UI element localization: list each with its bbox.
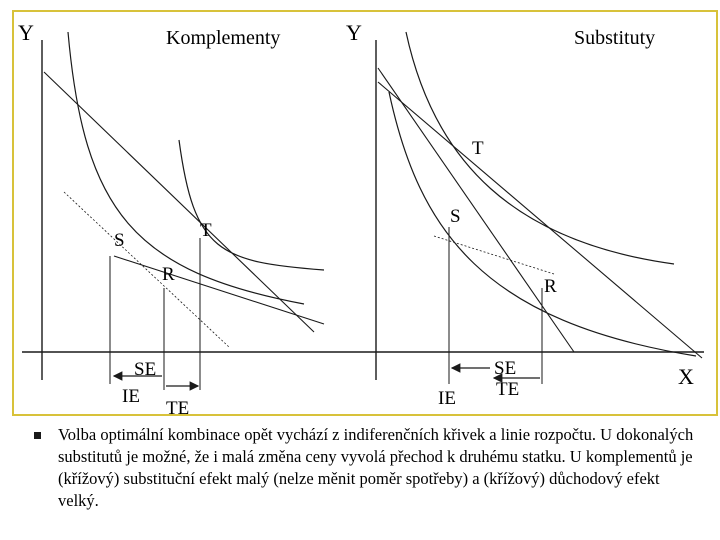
left-y-axis-label: Y — [18, 20, 34, 45]
right-label-s: S — [450, 206, 461, 227]
right-label-ie: IE — [438, 388, 456, 409]
left-label-ie: IE — [122, 386, 140, 407]
right-x-axis-label: X — [678, 364, 694, 389]
right-indifference-curve-1 — [406, 32, 674, 264]
right-label-se: SE — [494, 358, 517, 379]
left-budget-line-new — [114, 256, 324, 324]
right-label-t: T — [472, 138, 484, 159]
left-indifference-curve-2 — [179, 140, 324, 270]
left-panel-title: Komplementy — [166, 27, 281, 49]
right-budget-line-compensated — [434, 236, 554, 274]
left-label-s: S — [114, 230, 125, 251]
right-label-te: TE — [496, 379, 520, 400]
left-budget-line-original — [44, 72, 314, 332]
bullet-icon — [34, 432, 41, 439]
caption — [34, 424, 704, 512]
caption-text: Volba optimální kombinace opět vychází z indiferenčních křivek a linie rozpočtu. U dokonalých substitutů je možné, že i malá změna ceny vyvolá přechod k druhému statku. U komplementů je (křížový) substituční efekt malý (nelze měnit poměr spotřeby) a (křížový) důchodový efekt velký. — [58, 425, 694, 510]
right-label-r: R — [544, 276, 557, 297]
diagram-figure — [12, 10, 718, 416]
right-panel-title: Substituty — [574, 27, 656, 49]
left-label-r: R — [162, 264, 175, 285]
left-budget-line-compensated — [64, 192, 229, 347]
right-y-axis-label: Y — [346, 20, 362, 45]
right-budget-line-original — [378, 68, 574, 352]
left-label-te: TE — [166, 398, 190, 414]
right-budget-line-new — [378, 82, 702, 358]
left-label-t: T — [200, 220, 212, 241]
left-label-se: SE — [134, 359, 157, 380]
diagram-svg — [14, 12, 716, 414]
left-indifference-curve-1 — [68, 32, 304, 304]
